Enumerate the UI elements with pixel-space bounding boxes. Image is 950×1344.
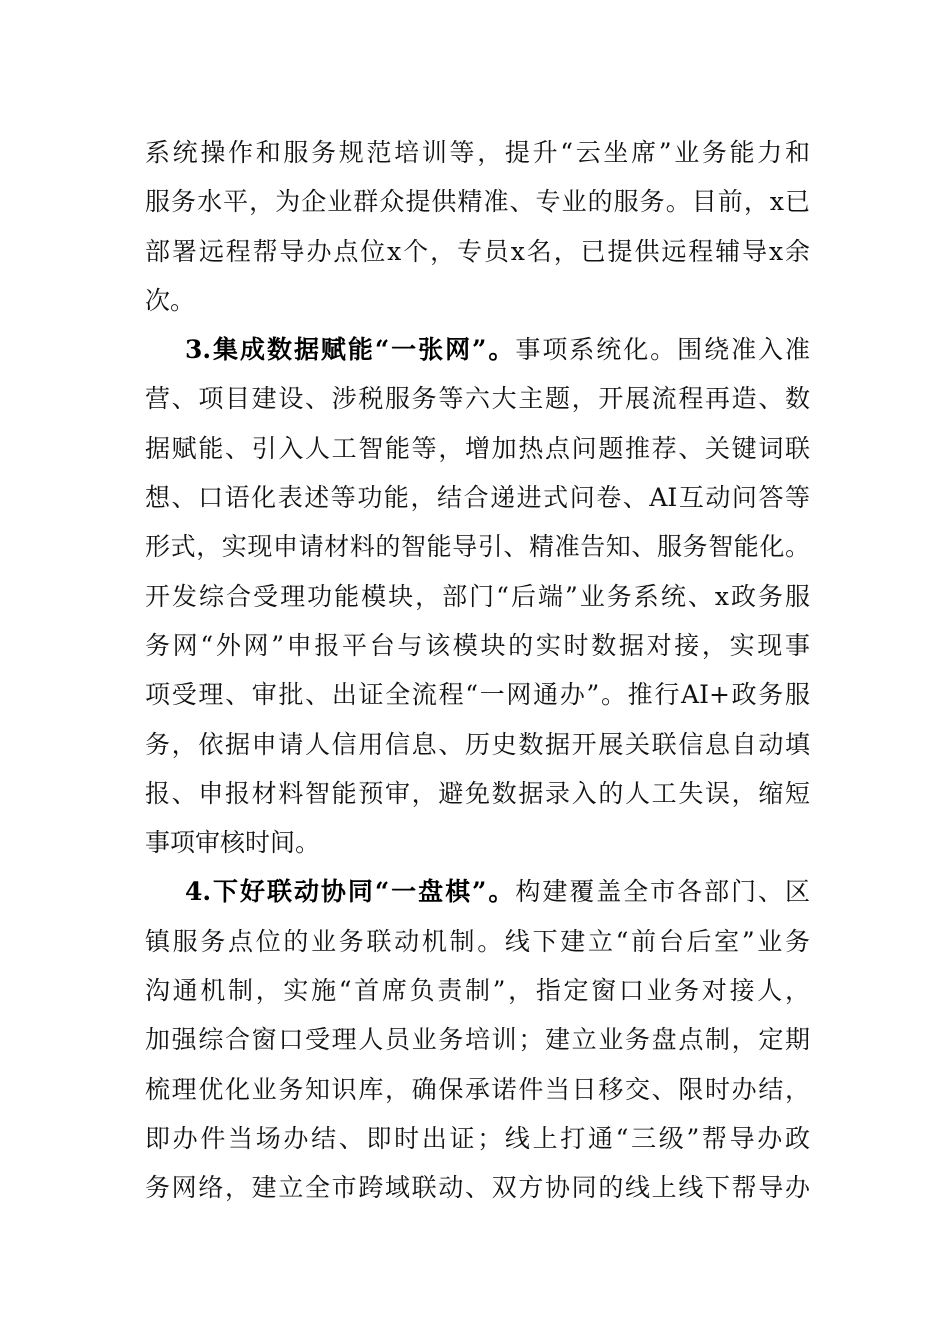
text-line: 加强综合窗口受理人员业务培训；建立业务盘点制，定期 — [145, 1025, 810, 1055]
text-line-first — [145, 325, 810, 374]
text-line: 服务水平，为企业群众提供精准、专业的服务。目前，x已 — [145, 187, 810, 217]
section-heading-3: 3.集成数据赋能“一张网”。 — [185, 335, 516, 365]
text-line: 即办件当场办结、即时出证；线上打通“三级”帮导办政 — [145, 1123, 810, 1153]
text-line: 次。 — [145, 285, 196, 315]
text-line: 部署远程帮导办点位x个，专员x名，已提供远程辅导x余 — [145, 236, 810, 266]
text-line: 务网“外网”申报平台与该模块的实时数据对接，实现事 — [145, 630, 810, 660]
text-line: 镇服务点位的业务联动机制。线下建立“前台后室”业务 — [145, 926, 810, 956]
text-line: 形式，实现申请材料的智能导引、精准告知、服务智能化。 — [145, 532, 810, 562]
text-line: 报、申报材料智能预审，避免数据录入的人工失误，缩短 — [145, 778, 810, 808]
text-line: 据赋能、引入人工智能等，增加热点问题推荐、关键词联 — [145, 433, 810, 463]
text-line-first — [145, 867, 810, 916]
text-line: 沟通机制，实施“首席负责制”，指定窗口业务对接人， — [145, 976, 810, 1006]
text-line: 务网络，建立全市跨域联动、双方协同的线上线下帮导办 — [145, 1173, 810, 1203]
text-line: 事项审核时间。 — [145, 828, 321, 858]
text-line: 开发综合受理功能模块，部门“后端”业务系统、x政务服 — [145, 581, 810, 611]
paragraph-3 — [145, 867, 810, 1212]
text-run: 事项系统化。围绕准入准 — [515, 335, 810, 365]
text-line: 营、项目建设、涉税服务等六大主题，开展流程再造、数 — [145, 384, 810, 414]
text-run: 构建覆盖全市各部门、区 — [515, 877, 810, 907]
text-line: 梳理优化业务知识库，确保承诺件当日移交、限时办结， — [145, 1074, 810, 1104]
text-line: 务，依据申请人信用信息、历史数据开展关联信息自动填 — [145, 729, 810, 759]
text-line: 项受理、审批、出证全流程“一网通办”。推行AI+政务服 — [145, 680, 810, 710]
section-heading-4: 4.下好联动协同“一盘棋”。 — [185, 877, 516, 907]
document-body — [145, 128, 810, 1213]
text-line: 想、口语化表述等功能，结合递进式问卷、AI互动问答等 — [145, 483, 810, 513]
text-line: 系统操作和服务规范培训等，提升“云坐席”业务能力和 — [145, 138, 810, 167]
paragraph-1 — [145, 128, 810, 325]
paragraph-2 — [145, 325, 810, 867]
